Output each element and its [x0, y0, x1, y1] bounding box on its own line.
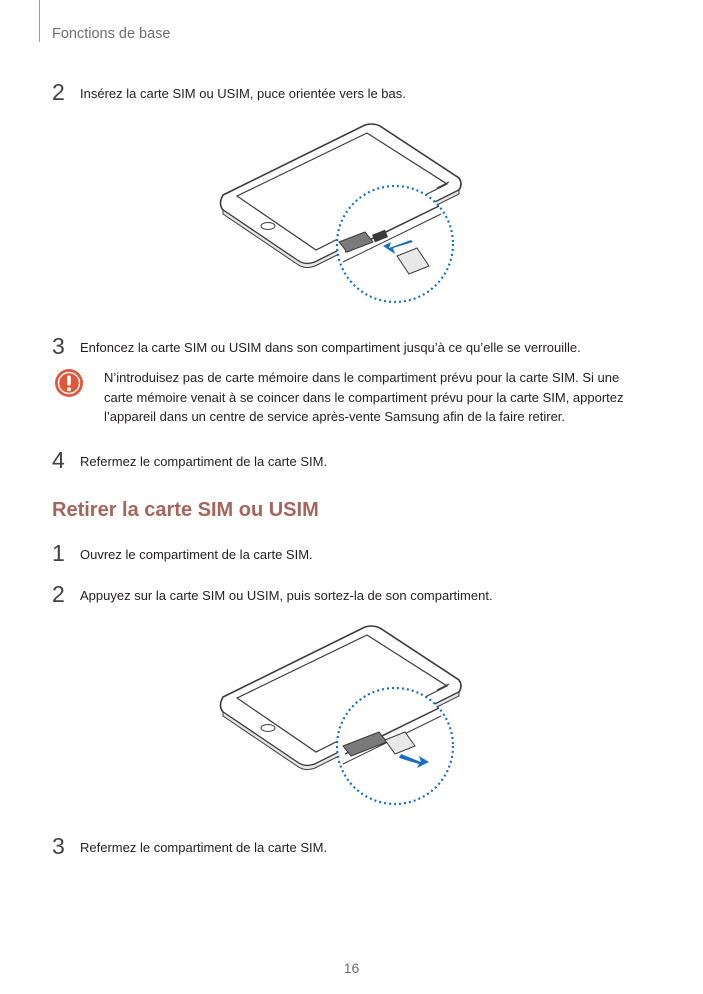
step-remove-card [52, 582, 493, 606]
step-number: 1 [52, 540, 65, 566]
warning-note [54, 368, 644, 427]
step-close-tray [52, 448, 327, 472]
step-number: 2 [52, 79, 65, 105]
step-number: 3 [52, 833, 65, 859]
step-text: Ouvrez le compartiment de la carte SIM. [80, 547, 313, 562]
step-number: 2 [52, 581, 65, 607]
step-text: Refermez le compartiment de la carte SIM. [80, 840, 328, 855]
section-heading: Retirer la carte SIM ou USIM [52, 499, 319, 521]
step-text: Insérez la carte SIM ou USIM, puce orientée vers le bas. [80, 86, 406, 101]
caution-icon [54, 368, 84, 398]
step-number: 4 [52, 447, 65, 473]
step-push-card [52, 334, 581, 358]
header-rule [39, 0, 40, 42]
page-number: 16 [343, 960, 360, 976]
section-header: Fonctions de base [52, 26, 171, 42]
step-text: Enfoncez la carte SIM ou USIM dans son compartiment jusqu’à ce qu’elle se verrouille. [80, 340, 581, 355]
step-open-tray [52, 541, 313, 565]
warning-text: N’introduisez pas de carte mémoire dans le compartiment prévu pour la carte SIM. Si une carte mémoire venait à se coincer dans le compartiment prévu pour la carte SIM, apportez l’appareil dans un centre de service après-vente Samsung afin de la faire retirer. [104, 370, 624, 424]
step-text: Refermez le compartiment de la carte SIM. [80, 454, 328, 469]
step-text: Appuyez sur la carte SIM ou USIM, puis sortez-la de son compartiment. [80, 588, 493, 603]
tablet-sim-remove-illustration [215, 622, 465, 807]
step-close-tray-final [52, 834, 327, 858]
tablet-sim-insert-illustration [215, 120, 465, 305]
step-number: 3 [52, 333, 65, 359]
step-insert-card [52, 80, 406, 104]
